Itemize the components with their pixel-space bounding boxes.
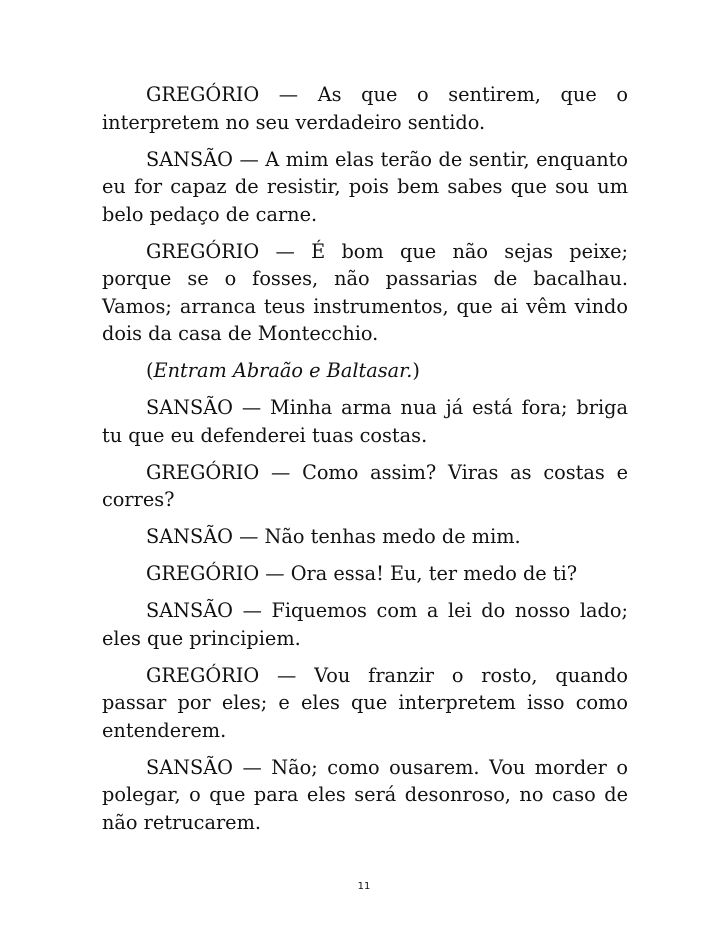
stage-paren-close: ): [412, 359, 420, 382]
dialogue-text: A mim elas terão de sentir, enquanto eu for capaz de resistir, pois bem sabes que sou um belo pedaço de carne.: [102, 147, 628, 226]
dialogue-text: Minha arma nua já está fora; briga tu que eu defenderei tuas costas.: [102, 396, 628, 447]
dialogue-line: [102, 560, 628, 588]
speaker-name: GREGÓRIO: [146, 562, 260, 585]
speaker-name: SANSÃO: [146, 599, 233, 622]
em-dash: —: [278, 83, 299, 106]
dialogue-text: As que o sentirem, que o interpretem no seu verdadeiro sentido.: [102, 83, 628, 134]
speaker-name: GREGÓRIO: [146, 663, 260, 687]
dialogue-line: [102, 662, 628, 745]
dialogue-text: Fiquemos com a lei do nosso lado; eles que principiem.: [102, 599, 628, 650]
dialogue-text: Não; como ousarem. Vou morder o polegar, o que para eles será desonroso, no caso de não retrucarem.: [102, 755, 628, 834]
speaker-name: GREGÓRIO: [146, 83, 260, 106]
dialogue-line: [102, 459, 628, 514]
speaker-name: GREGÓRIO: [146, 239, 260, 263]
dialogue-text: Ora essa! Eu, ter medo de ti?: [290, 562, 578, 585]
dialogue-line: [102, 523, 628, 551]
em-dash: —: [242, 755, 262, 779]
dialogue-line: [102, 238, 628, 348]
em-dash: —: [270, 460, 291, 484]
dialogue-text: É bom que não sejas peixe; porque se o fosses, não passarias de bacalhau. Vamos; arranca teus instrumentos, que ai vêm vindo dois da casa de Montecchio.: [102, 239, 628, 345]
speaker-name: SANSÃO: [146, 525, 233, 548]
em-dash: —: [239, 147, 259, 171]
em-dash: —: [242, 599, 262, 622]
page-body: [102, 81, 628, 846]
em-dash: —: [239, 525, 259, 548]
stage-paren-open: (: [146, 359, 154, 382]
dialogue-line: [102, 146, 628, 229]
dialogue-line: [102, 81, 628, 136]
speaker-name: SANSÃO: [146, 396, 233, 419]
stage-direction: [102, 357, 628, 385]
em-dash: —: [265, 562, 285, 585]
stage-direction-text: Entram Abraão e Baltasar.: [153, 359, 413, 382]
dialogue-line: [102, 597, 628, 652]
dialogue-line: [102, 754, 628, 837]
dialogue-text: Não tenhas medo de mim.: [264, 525, 521, 548]
speaker-name: SANSÃO: [146, 755, 233, 779]
em-dash: —: [277, 663, 297, 687]
speaker-name: SANSÃO: [146, 147, 233, 171]
page-number: 11: [357, 881, 371, 892]
dialogue-text: Como assim? Viras as costas e corres?: [102, 460, 628, 511]
em-dash: —: [241, 396, 262, 419]
dialogue-line: [102, 394, 628, 449]
speaker-name: GREGÓRIO: [146, 460, 260, 484]
dialogue-text: Vou franzir o rosto, quando passar por eles; e eles que interpretem isso como entenderem.: [102, 663, 628, 742]
em-dash: —: [275, 239, 295, 263]
